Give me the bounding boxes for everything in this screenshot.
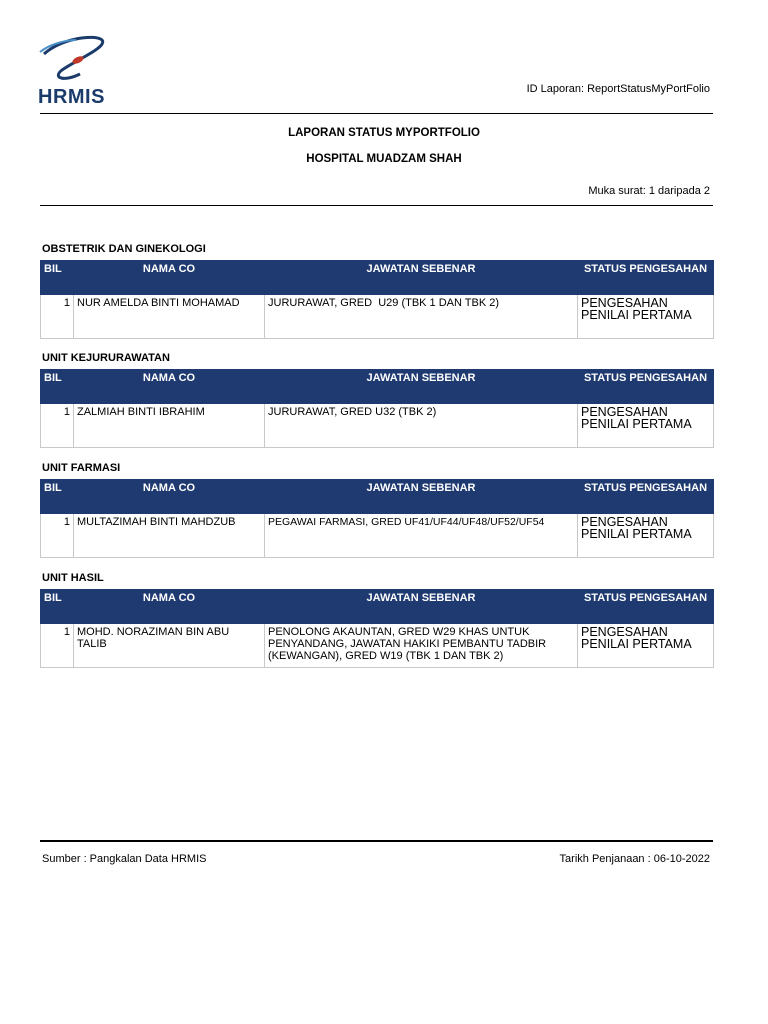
section-title: UNIT KEJURURAWATAN (42, 352, 170, 364)
col-status-header: STATUS PENGESAHAN (578, 370, 714, 404)
cell-jawatan: PENOLONG AKAUNTAN, GRED W29 KHAS UNTUK PENYANDANG, JAWATAN HAKIKI PEMBANTU TADBIR (KEWANGAN), GRED W19 (TBK 1 DAN TBK 2) (265, 624, 578, 668)
section-title: OBSTETRIK DAN GINEKOLOGI (42, 243, 206, 255)
table-header-row (41, 480, 714, 514)
table-row (41, 514, 714, 558)
cell-bil: 1 (41, 404, 74, 448)
staff-table (40, 260, 714, 339)
cell-bil: 1 (41, 624, 74, 668)
table-row (41, 295, 714, 339)
cell-nama: MULTAZIMAH BINTI MAHDZUB (74, 514, 265, 558)
footer-date: Tarikh Penjanaan : 06-10-2022 (559, 853, 710, 865)
cell-bil: 1 (41, 295, 74, 339)
table-header-row (41, 590, 714, 624)
cell-bil: 1 (41, 514, 74, 558)
section-title: UNIT FARMASI (42, 462, 121, 474)
cell-jawatan: PEGAWAI FARMASI, GRED UF41/UF44/UF48/UF52/UF54 (265, 514, 578, 558)
col-bil-header: BIL (41, 370, 74, 404)
logo-swoosh-icon (36, 34, 126, 90)
col-nama-header: NAMA CO (74, 261, 265, 295)
cell-nama: MOHD. NORAZIMAN BIN ABU TALIB (74, 624, 265, 668)
col-nama-header: NAMA CO (74, 590, 265, 624)
header-divider (40, 113, 713, 114)
cell-jawatan: JURURAWAT, GRED U29 (TBK 1 DAN TBK 2) (265, 295, 578, 339)
hrmis-logo (36, 34, 126, 106)
cell-status: PENGESAHAN PENILAI PERTAMA (578, 514, 714, 558)
col-bil-header: BIL (41, 590, 74, 624)
section-obstetrik (40, 243, 713, 339)
col-bil-header: BIL (41, 480, 74, 514)
col-jawatan-header: JAWATAN SEBENAR (265, 370, 578, 404)
cell-nama: NUR AMELDA BINTI MOHAMAD (74, 295, 265, 339)
logo-text: HRMIS (38, 86, 105, 108)
table-header-row (41, 370, 714, 404)
cell-jawatan: JURURAWAT, GRED U32 (TBK 2) (265, 404, 578, 448)
report-id: ID Laporan: ReportStatusMyPortFolio (526, 83, 710, 95)
table-row (41, 624, 714, 668)
table-header-row (41, 261, 714, 295)
col-bil-header: BIL (41, 261, 74, 295)
hospital-name: HOSPITAL MUADZAM SHAH (306, 153, 462, 165)
cell-status: PENGESAHAN PENILAI PERTAMA (578, 404, 714, 448)
section-title: UNIT HASIL (42, 572, 104, 584)
col-jawatan-header: JAWATAN SEBENAR (265, 480, 578, 514)
title-divider (40, 205, 713, 206)
col-jawatan-header: JAWATAN SEBENAR (265, 261, 578, 295)
page-number: Muka surat: 1 daripada 2 (588, 185, 710, 197)
staff-table (40, 479, 714, 558)
cell-status: PENGESAHAN PENILAI PERTAMA (578, 295, 714, 339)
col-nama-header: NAMA CO (74, 370, 265, 404)
footer-source: Sumber : Pangkalan Data HRMIS (42, 853, 207, 865)
footer-divider (40, 840, 713, 842)
cell-status: PENGESAHAN PENILAI PERTAMA (578, 624, 714, 668)
staff-table (40, 369, 714, 448)
col-nama-header: NAMA CO (74, 480, 265, 514)
section-kejururawatan (40, 352, 713, 448)
staff-table (40, 589, 714, 668)
col-status-header: STATUS PENGESAHAN (578, 261, 714, 295)
table-row (41, 404, 714, 448)
col-status-header: STATUS PENGESAHAN (578, 590, 714, 624)
col-status-header: STATUS PENGESAHAN (578, 480, 714, 514)
section-hasil (40, 572, 713, 668)
cell-nama: ZALMIAH BINTI IBRAHIM (74, 404, 265, 448)
report-title: LAPORAN STATUS MYPORTFOLIO (288, 127, 480, 139)
col-jawatan-header: JAWATAN SEBENAR (265, 590, 578, 624)
section-farmasi (40, 462, 713, 558)
